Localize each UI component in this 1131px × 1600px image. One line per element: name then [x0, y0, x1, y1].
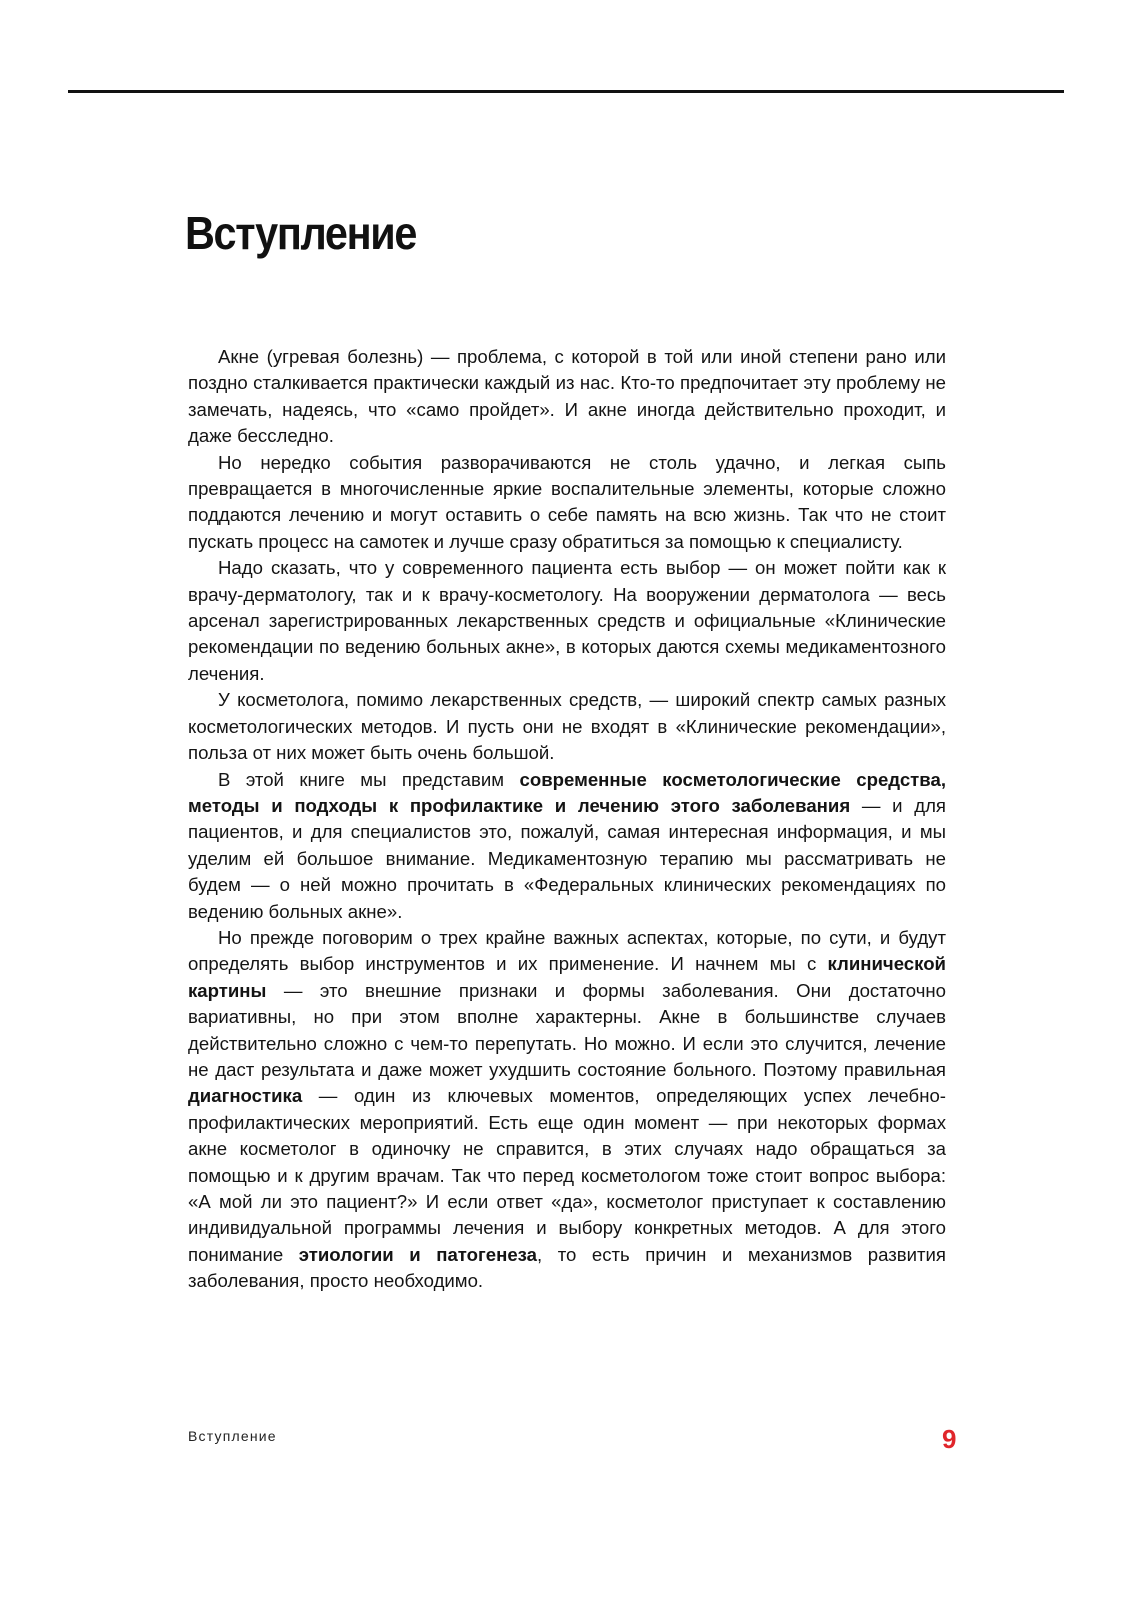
page-number: 9: [942, 1424, 957, 1454]
text-run: — один из ключевых моментов, определяющих успех лечебно-профилактических мероприятий. Есть еще один момент — при некоторых формах акне косметолог в одиночку не справится, в этих случаях надо обращаться за помощью и к другим врачам. Так что перед косметологом тоже стоит вопрос выбора: «А мой ли это пациент?» И если ответ «да», косметолог приступает к составлению индивидуальной программы лечения и выбору конкретных методов. А для этого понимание: [188, 1085, 946, 1265]
text-run: У косметолога, помимо лекарственных средств, — широкий спектр самых разных косметологических методов. И пусть они не входят в «Клинические рекомендации», польза от них может быть очень большой.: [188, 689, 946, 764]
text-run: — и для пациентов, и для специалистов это, пожалуй, самая интересная информация, и мы уделим ей большое внимание. Медикаментозную терапию мы рассматривать не будем — о ней можно прочитать в «Федеральных клинических рекомендациях по ведению больных акне».: [188, 794, 946, 922]
footer-running-title: Вступление: [188, 1428, 277, 1444]
bold-text: клинической картины: [188, 953, 946, 1001]
paragraph: [188, 767, 946, 925]
bold-text: диагностика: [188, 1085, 303, 1107]
body-text: [188, 344, 946, 1295]
bold-text: современные косметологические средства, методы и подходы к профилактике и лечению этого заболевания: [188, 768, 946, 816]
paragraph: [188, 687, 946, 766]
bold-text: этиологии и патогенеза: [298, 1243, 538, 1265]
top-rule: [68, 90, 1064, 93]
text-run: Но прежде поговорим о трех крайне важных аспектах, которые, по сути, и будут определять выбор инструментов и их применение. И начнем мы с: [188, 926, 946, 975]
paragraph: [188, 450, 946, 556]
paragraph: [188, 555, 946, 687]
chapter-title: Вступление: [185, 207, 417, 259]
text-run: — это внешние признаки и формы заболевания. Они достаточно вариативны, но при этом вполне характерны. Акне в большинстве случаев действительно сложно с чем-то перепутать. Но можно. И если это случится, лечение не даст результата и даже может ухудшить состояние больного. Поэтому правильная: [188, 979, 946, 1080]
text-run: Но нередко события разворачиваются не столь удачно, и легкая сыпь превращается в многочисленные яркие воспалительные элементы, которые сложно поддаются лечению и могут оставить о себе память на всю жизнь. Так что не стоит пускать процесс на самотек и лучше сразу обратиться за помощью к специалисту.: [188, 451, 946, 552]
paragraph: [188, 344, 946, 450]
text-run: Акне (угревая болезнь) — проблема, с которой в той или иной степени рано или поздно сталкивается практически каждый из нас. Кто-то предпочитает эту проблему не замечать, надеясь, что «само пройдет». И акне иногда действительно проходит, и даже бесследно.: [188, 346, 946, 447]
paragraph: [188, 925, 946, 1295]
text-run: В этой книге мы представим: [218, 768, 520, 790]
text-run: Надо сказать, что у современного пациента есть выбор — он может пойти как к врачу-дерматологу, так и к врачу-косметологу. На вооружении дерматолога — весь арсенал зарегистрированных лекарственных средств и официальные «Клинические рекомендации по ведению больных акне», в которых даются схемы медикаментозного лечения.: [188, 557, 946, 684]
text-run: , то есть причин и механизмов развития заболевания, просто необходимо.: [188, 1243, 946, 1292]
